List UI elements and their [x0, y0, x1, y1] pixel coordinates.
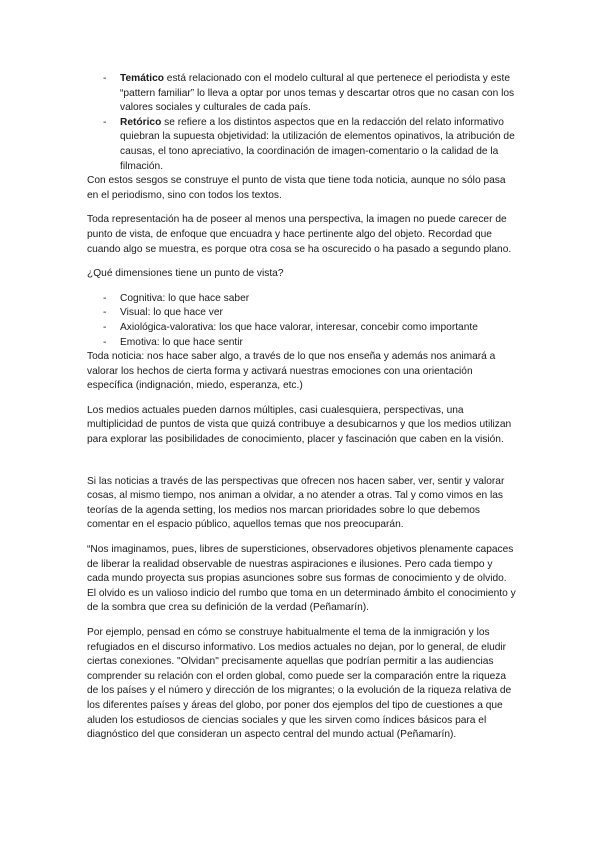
paragraph: Por ejemplo, pensad en cómo se construye habitualmente el tema de la inmigración y los refugiados en el discurso informativo. Los medios actuales no dejan, por lo general, de eludir ciertas conexiones. "Olvidan" precisamente aquellas que podrían permitir a las audiencias comprender su relación con el orden global, como puede ser la comparación entre la riqueza de los países y el número y dirección de los migrantes; o la evolución de la riqueza relativa de los diferentes países y áreas del globo, por poner dos ejemplos del tipo de cuestiones a que aluden los estudiosos de ciencias sociales y que les sirven como índices básicos para el diagnóstico del que consideran un aspecto central del mundo actual (Peñamarín).: [87, 627, 512, 741]
paragraph: Si las noticias a través de las perspectivas que ofrecen nos hacen saber, ver, sentir y valorar cosas, al mismo tiempo, nos animan a olvidar, a no atender a otras. Tal y como vimos en las teorías de la agenda setting, los medios nos marcan prioridades sobre lo que debemos comentar en el espacio público, aquellos temas que nos preocuparán.: [87, 475, 505, 531]
list-item: [87, 336, 517, 351]
paragraph: Toda representación ha de poseer al menos una perspectiva, la imagen no puede carecer de punto de vista, de enfoque que encuadra y hace pertinente algo del objeto. Recordad que cuando algo se muestra, es porque otra cosa se ha oscurecido o ha pasado a segundo plano.: [87, 214, 512, 255]
quote-paragraph: “Nos imaginamos, pues, libres de supersticiones, observadores objetivos plenamente capaces de liberar la realidad observable de nuestras aspiraciones e ilusiones. Pero cada tiempo y cada mundo proyecta sus propias asunciones sobre sus formas de conocimiento y de olvido. El olvido es un valioso indicio del rumbo que toma en un determinado ámbito el conocimiento y de la sombra que crea su definición de la verdad (Peñamarín).: [87, 544, 516, 614]
dash-bullet: -: [103, 321, 107, 333]
dash-bullet: -: [103, 307, 107, 319]
term-definition: se refiere a los distintos aspectos que en la redacción del relato informativo quiebran la supuesta objetividad: la utilización de elementos opinativos, la atribución de causas, el tono apreciativo, la coordinación de imagen-comentario o la calidad de la filmación.: [120, 116, 515, 172]
dash-bullet: -: [103, 73, 107, 84]
dash-bullet: -: [103, 292, 107, 304]
document-page: [87, 72, 517, 743]
bias-types-list: [87, 72, 517, 174]
term-definition: está relacionado con el modelo cultural al que pertenece el periodista y este “pattern familiar” lo lleva a optar por unos temas y descartar otros que no casan con los valores sociales y culturales de cada país.: [120, 73, 515, 114]
dimension-text: Visual: lo que hace ver: [120, 307, 223, 319]
dimension-text: Cognitiva: lo que hace saber: [120, 292, 250, 304]
dash-bullet: -: [103, 336, 107, 348]
dash-bullet: -: [103, 116, 107, 128]
list-item: [87, 72, 517, 116]
dimensions-list: [87, 292, 517, 350]
paragraph: Los medios actuales pueden darnos múltiples, casi cualesquiera, perspectivas, una multiplicidad de puntos de vista que quizá contribuye a desubicarnos y que los medios utilizan para explorar las posibilidades de conocimiento, placer y fascinación que caben en la visión.: [87, 404, 512, 446]
term-retorico: Retórico: [120, 116, 162, 128]
paragraph: Toda noticia: nos hace saber algo, a través de lo que nos enseña y además nos animará a valorar los hechos de cierta forma y activará nuestras emociones con una orientación específica (indignación, miedo, esperanza, etc.): [87, 351, 496, 392]
list-item: [87, 321, 517, 336]
list-item: [87, 116, 517, 174]
list-item: [87, 306, 517, 321]
question-heading: ¿Qué dimensiones tiene un punto de vista?: [87, 268, 284, 280]
dimension-text: Emotiva: lo que hace sentir: [120, 336, 243, 348]
paragraph: Con estos sesgos se construye el punto de vista que tiene toda noticia, aunque no sólo pasa en el periodismo, sino con todos los textos.: [87, 175, 506, 201]
list-item: [87, 292, 517, 307]
term-tematico: Temático: [120, 73, 164, 84]
dimension-text: Axiológica-valorativa: los que hace valorar, interesar, concebir como importante: [120, 321, 478, 333]
